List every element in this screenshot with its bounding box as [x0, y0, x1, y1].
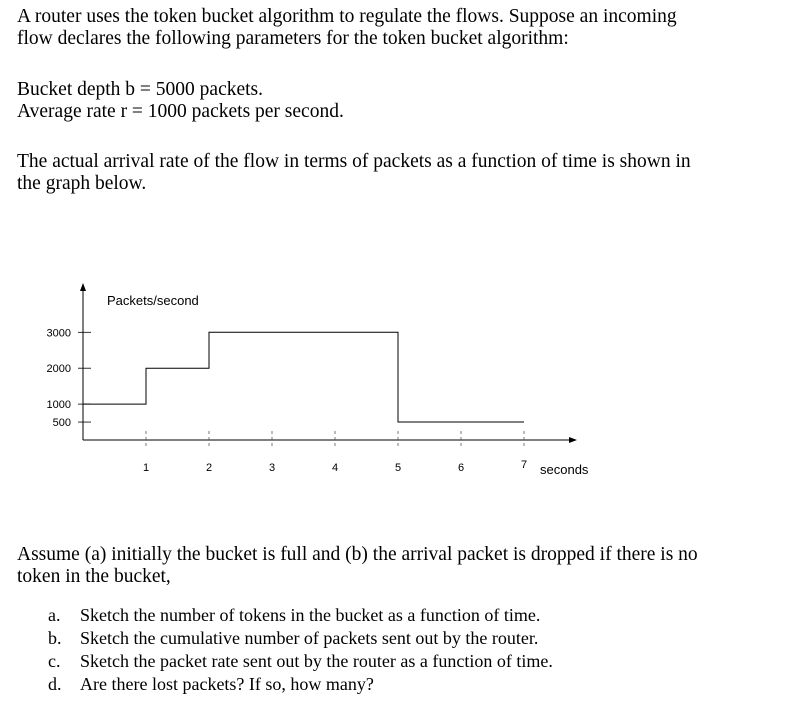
y-tick-label: 2000	[46, 363, 71, 376]
question-marker: d.	[48, 674, 62, 694]
x-tick-label: 4	[331, 462, 339, 474]
x-tick-label: 3	[268, 462, 276, 474]
intro-line-2: flow declares the following parameters for the token bucket algorithm:	[17, 28, 569, 49]
question-text: Sketch the packet rate sent out by the router as a function of time.	[80, 651, 553, 671]
x-tick-label: 2	[205, 462, 213, 474]
x-axis-label: seconds	[540, 462, 589, 477]
description-line-2: the graph below.	[17, 173, 147, 194]
question-text: Are there lost packets? If so, how many?	[80, 674, 374, 694]
question-b	[48, 627, 553, 650]
question-marker: b.	[48, 628, 62, 648]
question-d	[48, 673, 553, 696]
question-marker: c.	[48, 651, 61, 671]
x-tick-label: 1	[142, 462, 150, 474]
description-line-1: The actual arrival rate of the flow in terms of packets as a function of time is shown in	[17, 151, 691, 172]
question-list	[48, 604, 553, 696]
param-bucket-depth: Bucket depth b = 5000 packets.	[17, 79, 264, 100]
y-tick-label: 500	[52, 417, 71, 430]
assume-line-2: token in the bucket,	[17, 566, 171, 587]
x-tick-label: 7	[520, 459, 528, 471]
question-c	[48, 650, 553, 673]
y-axis-label: Packets/second	[107, 293, 199, 308]
question-a	[48, 604, 553, 627]
assume-line-1: Assume (a) initially the bucket is full and (b) the arrival packet is dropped if there is no	[17, 544, 698, 565]
x-tick-label: 5	[394, 462, 402, 474]
arrival-rate-series	[83, 332, 524, 422]
param-average-rate: Average rate r = 1000 packets per second.	[17, 101, 344, 122]
intro-line-1: A router uses the token bucket algorithm to regulate the flows. Suppose an incoming	[17, 6, 677, 27]
y-tick-label: 3000	[46, 327, 71, 340]
question-text: Sketch the number of tokens in the bucket as a function of time.	[80, 605, 541, 625]
question-marker: a.	[48, 605, 61, 625]
question-text: Sketch the cumulative number of packets sent out by the router.	[80, 628, 539, 648]
x-tick-label: 6	[457, 462, 465, 474]
y-tick-label: 1000	[46, 399, 71, 412]
